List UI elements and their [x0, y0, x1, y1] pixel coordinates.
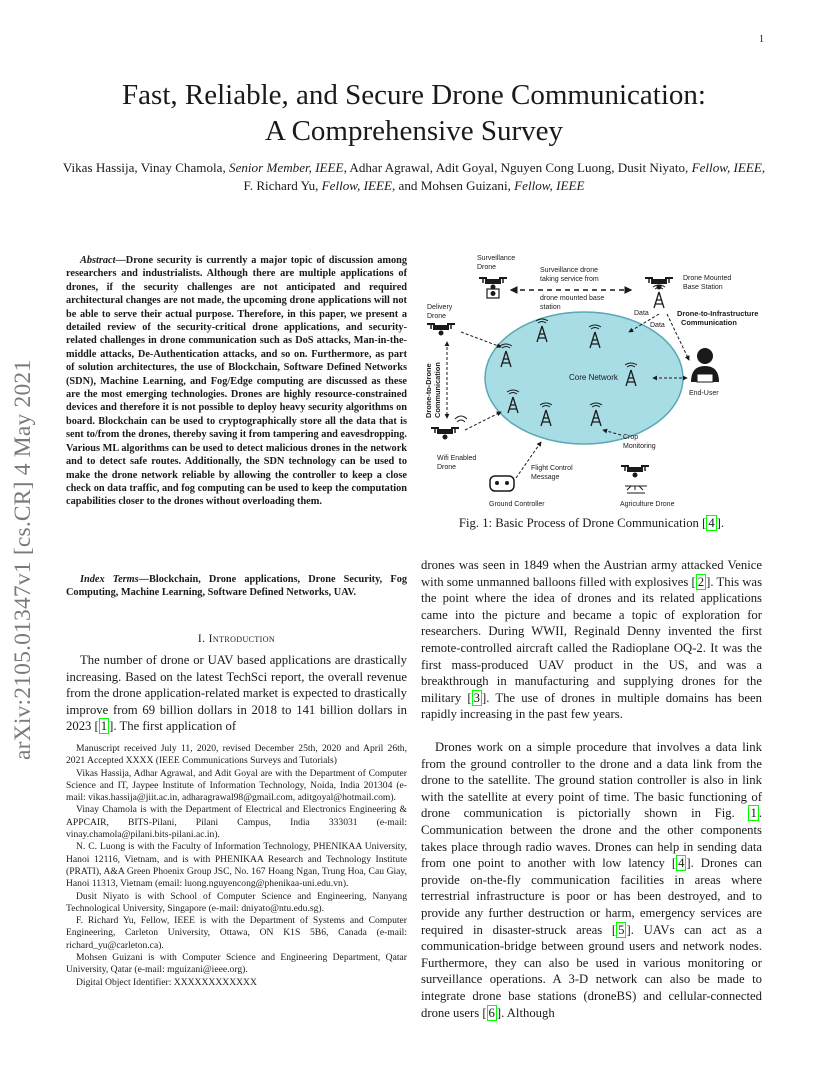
paper-title	[0, 77, 828, 149]
delivery-drone-label: Delivery	[427, 304, 453, 311]
d2d-label: Drone-to-Drone	[424, 363, 433, 418]
author-text: , and Mohsen Guizani,	[391, 178, 515, 193]
data-label: Data	[634, 310, 649, 317]
ground-controller-label: Ground Controller	[489, 501, 545, 508]
surveillance-drone-label: Drone	[477, 264, 497, 271]
footnotes	[66, 743, 407, 989]
spray-icon	[625, 486, 647, 493]
citation-link[interactable]: 3	[473, 690, 480, 705]
abstract-text: —Drone security is currently a major topic of discussion among researchers and industrialists. Although there are multiple applications of drones, if the security challenges are not anticipated and required architectural changes are not made, the upcoming drone applications will not be able to serve their actual purpose. Therefore, in this paper, we present a detailed review of the security-critical drone applications, and security-related challenges in drone communication such as DoS attacks, Man-in-the-middle attacks, De-Authentication attacks, and so on. Furthermore, as part of solution architectures, the use of Blockchain, Software Defined Networks (SDN), Machine Learning, and Fog/Edge computing are discussed as these are the most emerging technologies. Drones are highly resource-constrained devices and therefore it is not possible to deploy heavy security algorithms on board. Blockchain can be used to cryptographically store all the data that is sent to/from the drones, thereby saving it from tampering and eavesdropping. Various ML algorithms can be used to detect malicious drones in the network and to detect safe routes. Additionally, the SDN technology can be used to make the drone network reliable by allowing the controller to keep a close check on data traffic, and fog computing can be used to keep the computation capabilities closer to the drones without overloading them.	[66, 255, 407, 508]
drone-communication-figure	[421, 250, 767, 512]
arxiv-stamp: arXiv:2105.01347v1 [cs.CR] 4 May 2021	[10, 359, 36, 760]
author-text: Vikas Hassija, Vinay Chamola,	[62, 160, 230, 175]
wifi-drone-icon	[431, 428, 459, 440]
wifi-drone-label: Wifi Enabled	[437, 455, 477, 462]
wifi-icon	[455, 416, 467, 422]
flight-control-label: Flight Control	[531, 465, 573, 472]
citation-link[interactable]: 5	[618, 922, 625, 937]
abstract	[66, 254, 407, 509]
author-role: Senior Member, IEEE	[229, 160, 344, 175]
citation-link[interactable]: 1	[100, 719, 108, 734]
d2i-label: Drone-to-Infrastructure	[677, 309, 759, 318]
footnote: Mohsen Guizani is with Computer Science and Engineering Department, Qatar University, Qatar (e-mail: mguizani@ieee.org).	[66, 952, 407, 976]
citation-link[interactable]: 2	[697, 574, 705, 589]
joystick-icon	[505, 481, 509, 485]
index-terms-lead: Index Terms	[80, 574, 139, 585]
data-label: Data	[650, 322, 665, 329]
footnote: N. C. Luong is with the Faculty of Information Technology, PHENIKAA University, Hanoi 12116, Vietnam, and is with PHENIKAA Research and Technology Institute (PRATI), A&A Green Phoenix Group JSC, No. 167 Hoang Ngan, Trung Hoa, Cau Giay, Hanoi 11313, Vietnam (email: luong.nguyencong@phenikaa-uni.edu.vn).	[66, 841, 407, 890]
link-arrow	[461, 332, 501, 347]
section-heading: I. Introduction	[197, 633, 276, 645]
citation-link[interactable]: 4	[708, 516, 715, 530]
agriculture-drone-icon	[621, 466, 649, 478]
figure-caption: Fig. 1: Basic Process of Drone Communication [ 4 ].	[458, 516, 725, 530]
surveillance-drone-icon	[479, 278, 507, 290]
intro-paragraph: The number of drone or UAV based applications are drastically increasing. Based on the latest TechSci report, the overall revenue from the drone application-related market is expected to drastically improve from 69 billion dollars in 2018 to 141 billion dollars in 2023 [ 1 ]. The first application of	[66, 653, 408, 734]
crop-monitoring-label: Monitoring	[623, 443, 656, 450]
d2d-label: Communication	[433, 362, 442, 418]
link-arrow	[465, 412, 501, 430]
author-role: Fellow, IEEE	[514, 178, 585, 193]
footnote: Vikas Hassija, Adhar Agrawal, and Adit Goyal are with the Department of Computer Science and IT, Jaypee Institute of Information Technology, Noida, India 201304 (e-mail: vikas.hassija@jiit.ac.in, adharagrawal98@gmail.com, aditgoyal@hotmail.com).	[66, 767, 407, 804]
surveillance-drone-label: Surveillance	[477, 255, 516, 262]
service-label: taking service from	[540, 276, 599, 283]
citation-link[interactable]: 6	[488, 1005, 495, 1020]
camera-lens-icon	[491, 291, 496, 296]
author-role: Fellow, IEEE	[691, 160, 762, 175]
link-arrow	[516, 442, 541, 478]
flight-control-label: Message	[531, 474, 560, 481]
author-text: , Adhar Agrawal, Adit Goyal, Nguyen Cong Luong, Dusit Niyato,	[343, 160, 692, 175]
agriculture-drone-label: Agriculture Drone	[620, 501, 675, 508]
joystick-icon	[495, 481, 499, 485]
author-role: Fellow, IEEE	[321, 178, 392, 193]
service-label: drone mounted base	[540, 295, 605, 302]
page-number: 1	[759, 34, 764, 45]
footnote: F. Richard Yu, Fellow, IEEE is with the Department of Systems and Computer Engineering, Carleton University, Ottawa, ON K1S 5B6, Canada (e-mail: richard_yu@carleton.ca).	[66, 915, 407, 951]
delivery-drone-icon	[427, 324, 455, 336]
footnote: Manuscript received July 11, 2020, revised December 25th, 2020 and April 26th, 2021 Accepted XXXX (IEEE Communications Surveys and Tutorials)	[66, 743, 407, 767]
figure-link[interactable]: 1	[750, 806, 757, 821]
wifi-drone-label: Drone	[437, 464, 457, 471]
body-paragraph: Drones work on a simple procedure that involves a data link from the ground controller to the drone and a data link from the drone to the satellite. The ground station controller is also in link with the satellite at every point of time. The basic functioning of drone communication is pictorially shown in Fig. 1 . Communication between the drone and the other components takes place through radio waves. Drones can help in sending data from one point to another with low latency [ 4 ]. Drones can provide on-the-fly communication facilities in areas where terrestrial infrastructure is poor or has been destroyed, and to provide any further destruction or harm, emergency services are required in disaster-struck areas [ 5 ]. UAVs can act as a communication-bridge between ground users and network nodes. Furthermore, they can also be used in various monitoring or surveillance operations. A 3-D network can also be made to integrate drone base stations (droneBS) and cellular-connected drone users [ 6 ]. Although	[421, 740, 762, 1020]
author-text: , F. Richard Yu,	[243, 160, 766, 193]
footnote: Dusit Niyato is with School of Computer Science and Engineering, Nanyang Technological University, Singapore (e-mail: dniyato@ntu.edu.sg).	[66, 890, 407, 914]
core-network-label: Core Network	[569, 373, 618, 382]
author-list	[60, 159, 768, 195]
index-terms-text: —Blockchain, Drone applications, Drone Security, Fog Computing, Machine Learning, Software Defined Networks, UAV.	[66, 574, 407, 599]
service-label: Surveillance drone	[540, 267, 598, 274]
citation-link[interactable]: 4	[678, 856, 685, 871]
delivery-drone-label: Drone	[427, 313, 447, 320]
service-label: station	[540, 304, 561, 311]
title-line-2: A Comprehensive Survey	[264, 115, 563, 147]
d2i-label: Communication	[681, 318, 737, 327]
crop-monitoring-label: Crop	[623, 434, 639, 441]
base-station-label: Drone Mounted	[683, 275, 732, 282]
index-terms	[66, 573, 407, 600]
end-user-label: End-User	[689, 390, 719, 397]
footnote: Vinay Chamola is with the Department of Electrical and Electronics Engineering & APPCAIR, BITS-Pilani, Pilani Campus, India 333031 (e-mail: vinay.chamola@pilani.bits-pilani.ac.in).	[66, 804, 407, 841]
body-paragraph: drones was seen in 1849 when the Austrian army attacked Venice with some unmanned balloons filled with explosives [ 2 ]. This was the point where the idea of drones and its related applications came into the picture and became a topic of exploration for researchers. During WWII, Reginald Denny invented the first remote-controlled aircraft called the Radioplane OQ-2. It was the first mass-produced UAV product in the US, and was a breakthrough in manufacturing and supplying drones for the military [ 3 ]. The use of drones in multiple domains has been rapidly increasing in the past few years.	[421, 558, 763, 722]
base-station-label: Base Station	[683, 284, 723, 291]
end-user-head-icon	[697, 348, 713, 364]
title-line-1: Fast, Reliable, and Secure Drone Communication:	[122, 79, 706, 111]
footnote: Digital Object Identifier: XXXXXXXXXXXX	[76, 976, 257, 988]
abstract-lead: Abstract	[80, 255, 116, 266]
ground-controller-icon	[490, 476, 514, 491]
laptop-icon	[697, 374, 713, 382]
